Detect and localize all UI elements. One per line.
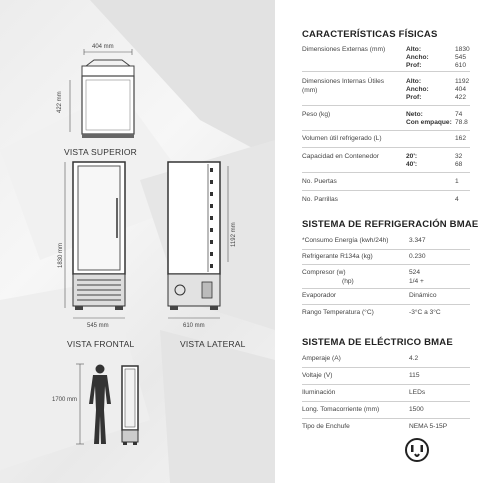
person-scale-drawing [60,360,160,450]
divider [302,288,470,289]
front-view-drawing [55,158,155,334]
refrigeration-section-title: SISTEMA DE REFRIGERACIÓN BMAE [302,219,479,230]
divider [302,401,470,402]
physical-section-title: CARACTERÍSTICAS FÍSICAS [302,29,438,40]
top-view-caption: VISTA SUPERIOR [64,147,138,157]
divider [302,418,470,419]
top-view-drawing [60,40,150,150]
electrical-section-title: SISTEMA DE ELÉCTRICO BMAE [302,337,453,348]
person-silhouette-icon [89,365,111,445]
person-height-dim: 1700 mm [52,397,78,403]
divider [302,105,470,106]
divider [302,190,470,191]
divider [302,367,470,368]
divider [302,304,470,305]
side-height-dim: 1192 mm [231,222,237,247]
top-width-dim: 404 mm [92,44,114,50]
divider [302,264,470,265]
side-view-caption: VISTA LATERAL [180,339,246,349]
top-depth-dim: 422 mm [57,91,63,113]
divider [302,71,470,72]
front-view-caption: VISTA FRONTAL [67,339,135,349]
side-depth-dim: 610 mm [183,323,205,329]
nema-plug-icon [404,437,430,463]
front-height-dim: 1830 mm [58,242,64,268]
divider [302,147,470,148]
front-width-dim: 545 mm [87,323,109,329]
divider [302,130,470,131]
divider [302,249,470,250]
divider [302,172,470,173]
divider [302,384,470,385]
